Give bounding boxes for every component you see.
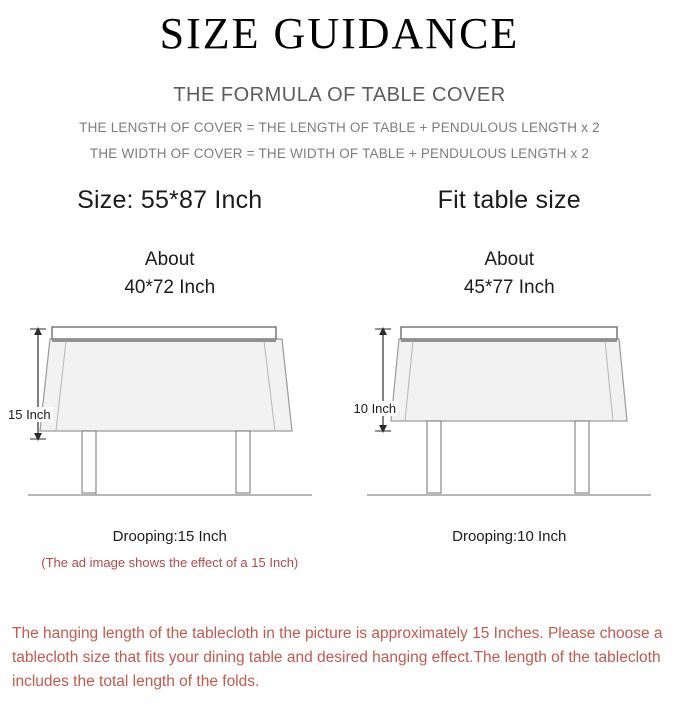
table-diagram-left bbox=[0, 311, 340, 526]
formula-line-1: THE LENGTH OF COVER = THE LENGTH OF TABLE + PENDULOUS LENGTH x 2 bbox=[79, 120, 600, 135]
column-fit-table-size bbox=[340, 186, 679, 570]
page-title: SIZE GUIDANCE bbox=[0, 10, 679, 58]
formula-line-2: THE WIDTH OF COVER = THE WIDTH OF TABLE + PENDULOUS LENGTH x 2 bbox=[0, 147, 679, 161]
drop-measure-label-left: 15 Inch bbox=[6, 407, 53, 422]
drooping-label-right: Drooping:10 Inch bbox=[340, 528, 679, 545]
footer-note: The hanging length of the tablecloth in the picture is approximately 15 Inches. Please choose a tablecloth size that fits your dining table and desired hanging effect.The length of the tablecloth includes the total length of the folds. bbox=[12, 622, 669, 694]
column-cover-size bbox=[0, 186, 340, 570]
about-label-left: About bbox=[0, 249, 340, 271]
right-note-spacer bbox=[340, 545, 679, 567]
comparison-columns bbox=[0, 186, 679, 570]
dimensions-right: 45*77 Inch bbox=[340, 277, 679, 299]
drooping-label-left: Drooping:15 Inch bbox=[0, 528, 340, 545]
about-label-right: About bbox=[340, 249, 679, 271]
size-guidance-page bbox=[0, 10, 679, 707]
diagram-svg-left bbox=[20, 311, 320, 523]
column-heading-right: Fit table size bbox=[340, 186, 679, 215]
table-diagram-right bbox=[340, 311, 679, 526]
formula-block bbox=[0, 121, 679, 160]
formula-subtitle: THE FORMULA OF TABLE COVER bbox=[0, 84, 679, 107]
ad-image-note: (The ad image shows the effect of a 15 Inch) bbox=[0, 555, 340, 570]
diagram-svg-right bbox=[359, 311, 659, 523]
column-heading-left: Size: 55*87 Inch bbox=[0, 186, 340, 215]
dimensions-left: 40*72 Inch bbox=[0, 277, 340, 299]
drop-measure-label-right: 10 Inch bbox=[352, 401, 399, 416]
